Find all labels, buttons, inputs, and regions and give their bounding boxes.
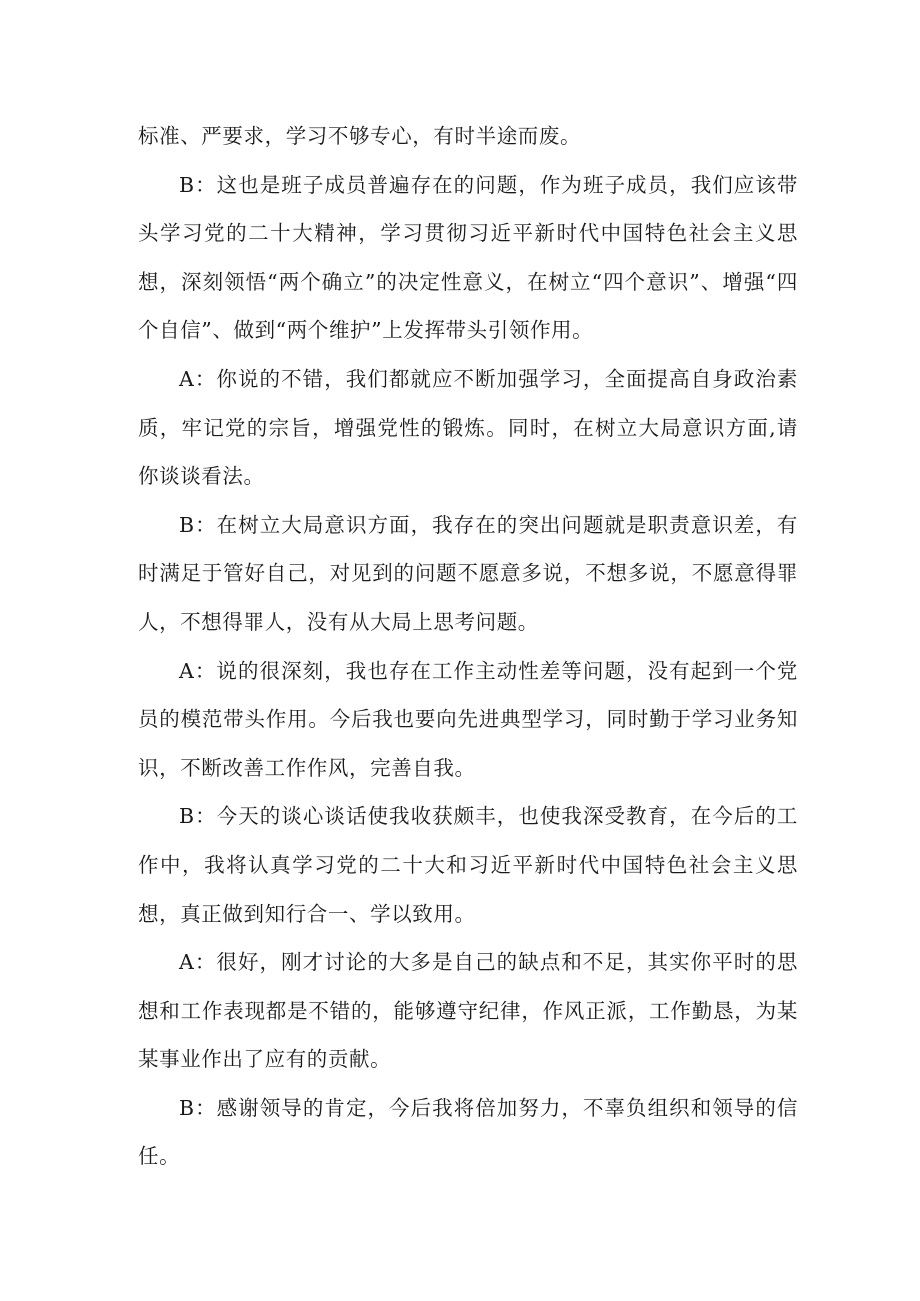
paragraph-continuation: 标准、严要求，学习不够专心，有时半途而废。 xyxy=(138,124,582,148)
paragraph-a-initiative: A：说的很深刻，我也存在工作主动性差等问题，没有起到一个党员的模范带头作用。今后我也要向先进典型学习，同时勤于学习业务知识，不断改善工作作风，完善自我。 xyxy=(138,658,798,780)
paragraph-b-gains: B：今天的谈心谈话使我收获颇丰，也使我深受教育，在今后的工作中，我将认真学习党的二十大和习近平新时代中国特色社会主义思想，真正做到知行合一、学以致用。 xyxy=(138,804,798,926)
paragraph-b-thanks: B：感谢领导的肯定，今后我将倍加努力，不辜负组织和领导的信任。 xyxy=(138,1095,798,1169)
document-body xyxy=(138,112,798,1181)
paragraph-b-overall-view: B：在树立大局意识方面，我存在的突出问题就是职责意识差，有时满足于管好自己，对见到的问题不愿意多说，不想多说，不愿意得罪人，不想得罪人，没有从大局上思考问题。 xyxy=(138,512,798,634)
paragraph-b-study: B：这也是班子成员普遍存在的问题，作为班子成员，我们应该带头学习党的二十大精神，学习贯彻习近平新时代中国特色社会主义思想，深刻领悟“两个确立”的决定性意义，在树立“四个意识”、增强“四个自信”、做到“两个维护”上发挥带头引领作用。 xyxy=(138,172,798,343)
paragraph-a-evaluation: A：很好，刚才讨论的大多是自己的缺点和不足，其实你平时的思想和工作表现都是不错的，能够遵守纪律，作风正派，工作勤恳，为某某事业作出了应有的贡献。 xyxy=(138,950,798,1072)
paragraph-a-study: A：你说的不错，我们都就应不断加强学习，全面提高自身政治素质，牢记党的宗旨，增强党性的锻炼。同时，在树立大局意识方面,请你谈谈看法。 xyxy=(138,366,798,489)
